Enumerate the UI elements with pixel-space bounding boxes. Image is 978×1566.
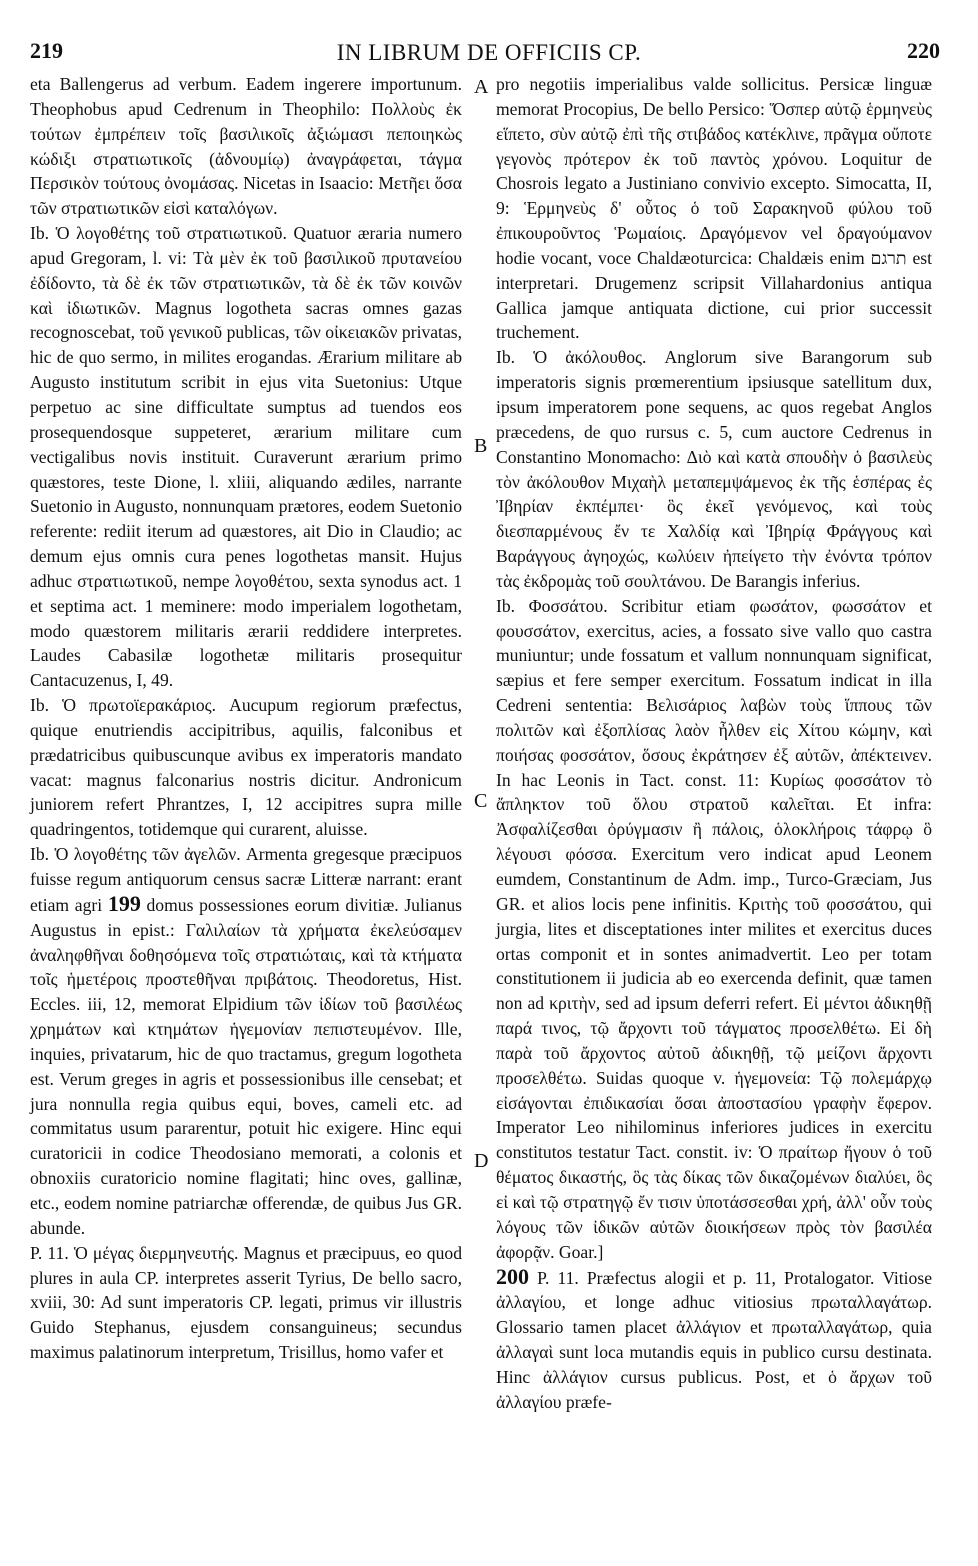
paragraph: Ib. Φοσσάτου. Scribitur etiam φωσάτον, φωσσάτον et φουσσάτον, exercitus, acies, a fossato sive vallo quo castra muniuntur; unde fossatum et vallum nonnunquam significat, sæpius et fere semper exercitum. Fossatum indicat in illa Cedreni sententia: Βελισάριος λαβὼν τοὺς ἵππους τῶν πολιτῶν καὶ ἐξοπλίσας λαὸν ἦλθεν εἰς Χίτου κώμην, καὶ ποιήσας φοσσάτον, ὅσους ἐκράτησεν ἐξ αὐτῶν, ἀπέκτεινεν. In hac Leonis in Tact. const. 11: Κυρίως φοσσάτον τὸ ἄπληκτον τοῦ ὅλου στρατοῦ καλεῖται. Et infra: Ἀσφαλίζεσθαι ὀρύγμασιν ἢ πάλοις, ὁλοκλήροις τάφρῳ ὃ λέγουσι φόσσα. Exercitum vero indicat apud Leonem eumdem, Constantinum de Adm. imp., Turco-Græciam, Jus GR. et alios locis pene infinitis. Κριτὴς τοῦ φοσσάτου, qui jurgia, lites et disceptationes inter milites et exercitus duces ortas componit et in sontes animadvertit. Leo per totam constitutionem ii judicia ab eo exercenda definit, quæ tamen non ad κριτὴν, sed ad ipsum deferri refert. Εἰ μέντοι ἀδικηθῇ παρά τινος, τῷ ἄρχοντι τοῦ τάγματος προσελθέτω. Εἰ δὴ παρὰ τοῦ ἄρχοντος αὐτοῦ ἀδικηθῇ, τῷ μείζονι ἄρχοντι προσελθέτω. Suidas quoque v. ἡγεμονεία: Τῷ πολεμάρχῳ εἰσάγονται ἐπιδικασίαι ὅσαι ἀποστασίου γραφὴν ἔφερον. Imperator Leo nihilominus inferiores judices in exercitu constitutos testatur Tact. constit. iv: Ὁ πραίτωρ ἤγουν ὁ τοῦ θέματος δικαστής, ὃς τὰς δίκας τῶν δικαζομένων διαλύει, ὃς εἰ καὶ τῷ στρατηγῷ ἔν τισιν ὑποτάσσεσθαι χρή, ἀλλ' οὖν τοὺς λόγους τῶν ἰδικῶν αὐτῶν διοικήσεων πρὸς τὸν βασιλέα ἀφορᾷν. Goar.]: [496, 595, 932, 1262]
running-title: IN LIBRUM DE OFFICIIS CP.: [336, 40, 642, 65]
paragraph: [30, 842, 462, 1241]
paragraph: pro negotiis imperialibus valde sollicitus. Persicæ linguæ memorat Procopius, De bello Persico: Ὅσπερ αὐτῷ ἑρμηνεὺς εἵπετο, σὺν αὐτῷ ἐπὶ τῆς στιβάδος κατέκλινε, πρᾶγμα οὔποτε γεγονὸς πρότερον ἐκ τοῦ παντὸς χρόνου. Loquitur de Chosrois legato a Justiniano convivio excepto. Simocatta, II, 9: Ἑρμηνεὺς δ' οὗτος ὁ τοῦ Σαρακηνοῦ φύλου τοῦ ἐπικουροῦντος Ῥωμαίοις. Δραγόμενον vel δραγούμανον hodie vocant, voce Chaldæoturcica: Chaldæis enim תרגם est interpretari. Drugemenz scripsit Villahardonius antiqua Gallica jamque antiquata dictione, cui prior successit truchement.: [496, 74, 932, 343]
paragraph: [496, 1265, 932, 1415]
margin-marker-a: A: [474, 76, 489, 98]
paragraph: Ib. Ὁ πρωτοϊερακάριος. Aucupum regiorum præfectus, quique enutriendis accipitribus, aquilis, falconibus et prædatricibus quibuscunque avibus ex imperatoris mandato vacat: magnus falconarius nostris dicitur. Andronicum juniorem refert Phrantzes, I, 12 accipitres supra mille quadringentos, totidemque qui curarent, aluisse.: [30, 695, 462, 840]
right-column: [496, 72, 932, 1415]
paragraph: Ib. Ὁ ἀκόλουθος. Anglorum sive Barangorum sub imperatoris signis prœmerentium ipsiusque satellitum dux, ipsum imperatorem pone sequens, ac quos regebat Anglos præcedens, de quo rursus c. 5, cum auctore Cedrenus in Constantino Monomacho: Διὸ καὶ κατὰ σπουδὴν ὁ βασιλεὺς τὸν ἀκόλουθον Μιχαὴλ μεταπεμψάμενος ἐκ τῆς ἑσπέρας ἐς Ἰβηρίαν ἐκπέμπει· ὃς ἐκεῖ γενόμενος, καὶ τοὺς διεσπαρμένους ἔν τε Χαλδίᾳ καὶ Ἰβηρίᾳ Φράγγους καὶ Βαράγγους ἀγηοχώς, κωλύειν ἠπείγετο τὴν ἐνόντα τρόπον τὰς ἐκδρομὰς τοῦ σουλτάνου. De Barangis inferius.: [496, 347, 932, 591]
paragraph: P. 11. Ὁ μέγας διερμηνευτής. Magnus et præcipuus, eo quod plures in aula CP. interpretes asserit Tyrius, De bello sacro, xviii, 30: Ad sunt imperatoris CP. legati, primus vir illustris Guido Stephanus, ejusdem consanguineus; secundus maximus palatinorum interpretum, Trisillus, homo vafer et: [30, 1242, 462, 1363]
paragraph-text: domus possessiones eorum divitiæ. Julianus Augustus in epist.: Γαλιλαίων τὰ χρήματα ἐκελεύσαμεν ἀναληφθῆναι δοθησόμενα τοῖς στρατιώταις, καὶ τὰ κτήματα τοῖς ἡμετέροις προστεθῆναι πριβάτοις. Theodoretus, Hist. Eccles. iii, 12, memorat Elpidium τῶν ἰδίων τοῦ βασιλέως χρημάτων καὶ κτημάτων ἡγεμονίαν πεπιστευμένον. Ille, inquies, privatarum, hic de quo tractamus, gregum logotheta est. Verum greges in agris et possessionibus ille censebat; et jura nonnulla regia quibus equi, boves, cameli etc. ad commitatus usum pararentur, potuit hic exigere. Hinc equi curatoricii in codice Theodosiano memorati, a colonis et obnoxiis curatoricio nomine flagitati; hinc oves, gallinæ, etc., eodem nomine patriarchæ offerendæ, de quibus Jus GR. abunde.: [30, 894, 462, 1238]
margin-marker-c: C: [474, 790, 488, 812]
margin-marker-b: B: [474, 435, 488, 457]
page-number-right: 220: [907, 38, 940, 63]
page-number-left: 219: [30, 38, 63, 63]
paragraph: eta Ballengerus ad verbum. Eadem ingerere importunum. Theophobus apud Cedrenum in Theophilo: Πολλοὺς ἐκ τούτων ἐμπρέπειν τοῖς βασιλικοῖς ἀξιώμασι πεποιηκὼς κώδιξι στρατιωτικοῖς (ἀδνουμίῳ) ἀναγράφεται, τάγμα Περσικὸν τούτους ὀνομάσας. Nicetas in Isaacio: Μετῆει ὅσα τῶν στρατιωτικῶν εἰσὶ καταλόγων.: [30, 74, 462, 219]
paragraph: Ib. Ὁ λογοθέτης τοῦ στρατιωτικοῦ. Quatuor æraria numero apud Gregoram, l. vi: Τὰ μὲν ἐκ τοῦ βασιλικοῦ πρυτανείου ἐδίδοντο, τὰ δὲ ἐκ τῶν στρατιωτικῶν, τὰ δὲ ἐκ τῶν κοινῶν καὶ ἰδιωτικῶν. Magnus logotheta sacras omnes gazas recognoscebat, τοῦ γενικοῦ publicas, τῶν οἰκειακῶν privatas, hic de quo sermo, in milites erogandas. Ærarium militare ab Augusto institutum scribit in ejus vita Suetonius: Utque perpetuo ac sine difficultate sumptus ad tuendos eos prosequendosque suppeteret, ærarium militare cum vectigalibus novis instituit. Curaverunt ærarium primo quæstores, teste Dione, l. xliii, aliquando ædiles, narrante Suetonio in Augusto, nonnunquam prætores, eodem Suetonio referente: rediit iterum ad quæstores, ait Dio in Claudio; ac demum ejus omnis cura penes logothetas mansit. Hujus adhuc στρατιωτικοῦ, nempe λογοθέτου, sexta synodus act. 1 et septima act. 1 meminere: modo imperialem logothetam, modo quæstorem militaris ærarii reddidere interpretes. Laudes Cabasilæ logothetæ militaris prosequitur Cantacuzenus, I, 49.: [30, 223, 463, 691]
paragraph-text: P. 11. Præfectus alogii et p. 11, Protalogator. Vitiose ἀλλαγίου, et longe adhuc vitiosius πρωταλλαγάτωρ. Glossario tamen placet ἀλλάγιον et πρωταλλαγάτωρ, quia ἀλλαγαὶ sunt loca mutandis equis in publico cursu destinata. Hinc ἀλλάγιον cursus publicus. Post, et ὁ ἄρχων τοῦ ἀλλαγίου præfe-: [496, 1267, 932, 1412]
paragraph-text: Ib. Ὁ λογοθέτης τῶν ἀγελῶν. Armenta gregesque præcipuos fuisse regum antiquorum census sacræ Litteræ narrant: erant etiam agri: [30, 844, 462, 915]
margin-marker-d: D: [474, 1150, 489, 1172]
folio-number: 200: [496, 1263, 529, 1289]
left-column: [30, 72, 462, 1365]
folio-number: 199: [107, 890, 141, 916]
